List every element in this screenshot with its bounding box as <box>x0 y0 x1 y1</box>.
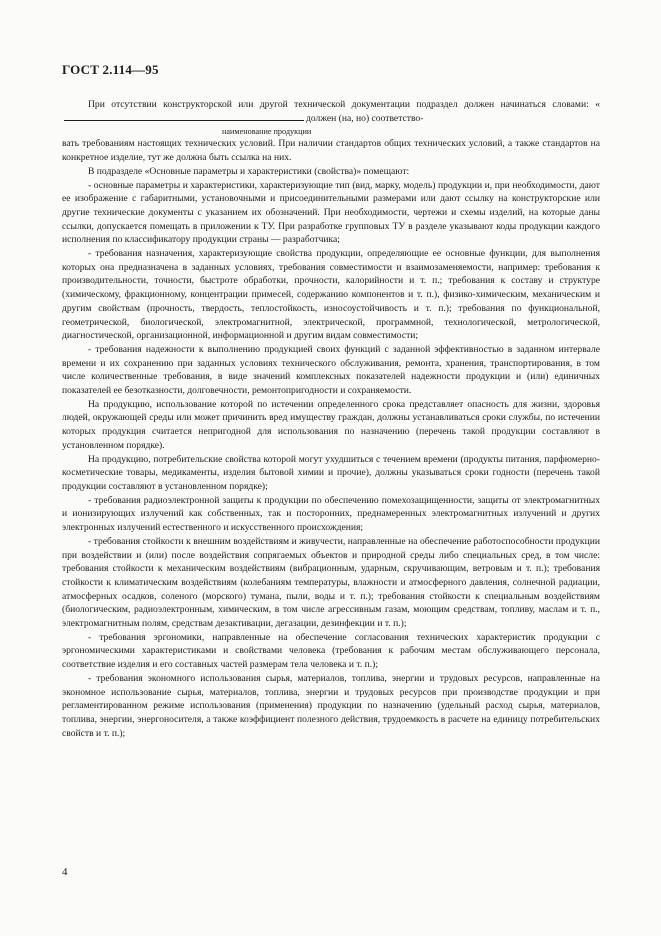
paragraph: - требования стойкости к внешним воздействиям и живучести, направленные на обеспечение работоспособности продукции при воздействии и (или) после воздействия сопрягаемых объектов и природной среды либо специальных сред, в том числе: требования стойкости к механическим воздействиям (вибрационным, ударным, скручивающим, ветровым и т. п.); требования стойкости к климатическим воздействиям (колебаниям температуры, влажности и атмосферного давления, солнечной радиации, атмосферных осадков, соленого (морского) тумана, пыли, воды и т. п.); требования стойкости к специальным воздействиям (биологическим, радиоэлектронным, химическим, в том числе агрессивным газам, моющим средствам, топливу, маслам и т. п., электромагнитным полям, средствам дезактивации, дегазации, дезинфекции и т. п.); <box>62 535 600 630</box>
paragraph: - требования радиоэлектронной защиты к продукции по обеспечению помехозащищенности, защиты от электромагнитных и ионизирующих излучений как собственных, так и посторонних, преднамеренных электромагнитных излучений и других электронных излучений естественного и искусственного происхождения; <box>62 494 600 534</box>
paragraph: На продукцию, потребительские свойства которой могут ухудшиться с течением времени (продукты питания, парфюмерно-косметические товары, медикаменты, изделия бытовой химии и прочие), должны указываться сроки годности (перечень такой продукции составляют в установленном порядке); <box>62 453 600 492</box>
paragraph: В подразделе «Основные параметры и характеристики (свойства)» помещают: <box>88 165 410 177</box>
paragraph: - основные параметры и характеристики, характеризующие тип (вид, марку, модель) продукции и, при необходимости, дают ее изображение с габаритными, установочными и присоединительными размерами или дают ссылку на конструкторские или другие технические документы с указанием их обозначений. При необходимости, чертежи и схемы изделий, на которые даны ссылки, допускается помещать в приложении к ТУ. При разработке групповых ТУ в разделе указывают коды продукции каждого исполнения по классификатору продукции страны — разработчика; <box>62 179 600 246</box>
intro-text-start: При отсутствии конструкторской или другой технической документации подраздел должен начинаться словами: « <box>88 99 600 110</box>
paragraph: - требования надежности к выполнению продукцией своих функций с заданной эффективностью в заданном интервале времени и их сохранению при заданных условиях технического обслуживания, ремонта, хранения, транспортирования, в том числе количественные требования, в виде значений комплексных показателей надежности продукции и (или) единичных показателей ее безотказности, долговечности, ремонтопригодности и сохраняемости. <box>62 343 600 397</box>
document-body <box>62 98 600 740</box>
paragraph: - требования эргономики, направленные на обеспечение согласования технических характеристик продукции с эргономическими характеристиками и свойствами человека (требования к рабочим местам обслуживающего персонала, соответствие изделия и его составных частей размерам тела человека и т. п.); <box>62 631 600 671</box>
paragraph: - требования назначения, характеризующие свойства продукции, определяющие ее основные функции, для выполнения которых она предназначена в заданных условиях, требования совместимости и взаимозаменяемости, например: требования к производительности, точности, быстроте обработки, прочности, калорийности и т. п.; требования к составу и структуре (химическому, фракционному, концентрации примесей, содержанию компонентов и т. п.), физико-химическим, механическим и другим свойствам (прочность, твердость, теплостойкость, износоустойчивость и т. п.); требования по функциональной, геометрической, биологической, электромагнитной, электрической, программной, технологической, метрологической, диагностической, организационной, информационной и другим видам совместимости; <box>62 248 600 342</box>
paragraph: - требования экономного использования сырья, материалов, топлива, энергии и трудовых ресурсов, направленные на экономное использование сырья, материалов, топлива, энергии и трудовых ресурсов при производстве продукции и при регламентированном режиме использования (применения) продукции по назначению (удельный расход сырья, материалов, топлива, энергии, энергоносителя, а также коэффициент полезного действия, трудоемкость в расчете на единицу потребительских свойств и т. п.); <box>62 672 600 739</box>
blank-caption: наименование продукции <box>222 127 312 137</box>
paragraph: На продукцию, использование которой по истечении определенного срока представляет опасность для жизни, здоровья людей, окружающей среды или может причинить вред имуществу граждан, должны устанавливаться сроки службы, по истечении которых продукция считается непригодной для использования по назначению (перечень такой продукции составляют в установленном порядке). <box>62 398 600 451</box>
blank-caption-row <box>62 125 600 137</box>
intro-text-middle: должен (на, но) соответство- <box>306 112 424 124</box>
document-header: ГОСТ 2.114—95 <box>62 62 159 77</box>
product-name-blank <box>64 112 304 121</box>
page-number: 4 <box>62 866 68 878</box>
intro-paragraph <box>62 98 600 125</box>
intro-continuation: вать требованиям настоящих технических условий. При наличии стандартов общих технических условий, а также стандартов на конкретное изделие, тут же должна быть ссылка на них. <box>62 138 600 164</box>
